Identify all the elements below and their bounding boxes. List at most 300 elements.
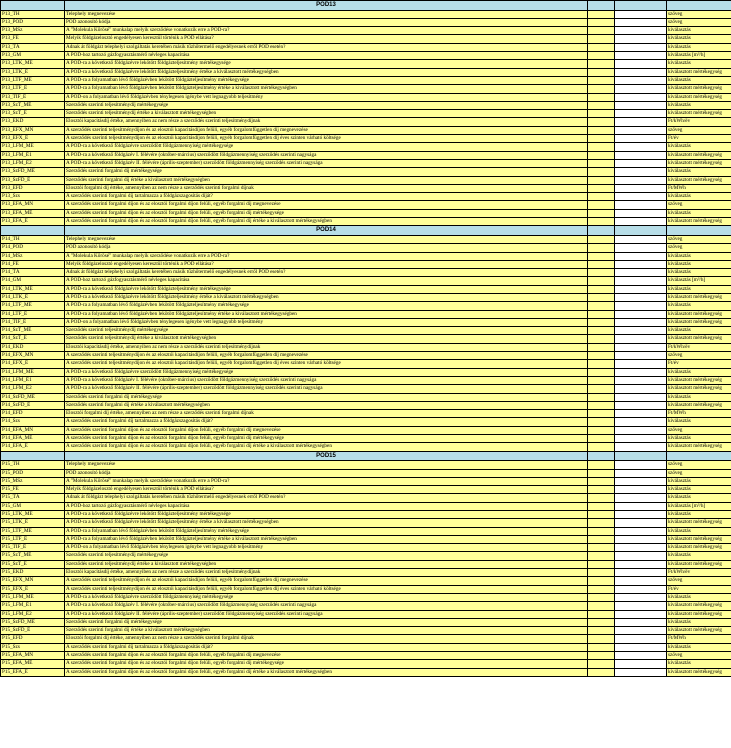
value-cell[interactable] [588,660,615,668]
field-description: A szerződés szerinti forgalmi díj tartalmazza a földgázszagosítás díját? [65,418,588,426]
table-row [1,502,731,510]
field-type: kiválasztott mértékegység [667,602,731,610]
input-cell[interactable] [615,602,667,610]
input-cell[interactable] [615,418,667,426]
value-cell[interactable] [588,93,615,101]
field-description: Elosztói forgalmi díj értéke, amennyiben az nem része a szerződés szerinti forgalmi díjnak [65,635,588,643]
table-row [1,27,731,35]
table-row [1,235,731,243]
value-cell[interactable] [588,209,615,217]
field-code: P15_TIF_É [1,544,65,552]
value-cell[interactable] [588,335,615,343]
value-cell[interactable] [588,652,615,660]
header-cell[interactable] [1,1,65,11]
table-row [1,277,731,285]
header-cell[interactable] [1,226,65,236]
value-cell[interactable] [588,252,615,260]
value-cell[interactable] [588,68,615,76]
field-type: Ft/kWh/év [667,343,731,351]
table-row [1,201,731,209]
field-type: kiválasztás [667,552,731,560]
value-cell[interactable] [588,159,615,167]
value-cell[interactable] [588,277,615,285]
field-type: kiválasztott mértékegység [667,376,731,384]
value-cell[interactable] [588,35,615,43]
field-type: kiválasztás [667,101,731,109]
value-cell[interactable] [588,401,615,409]
input-cell[interactable] [615,135,667,143]
header-cell[interactable] [667,226,731,236]
value-cell[interactable] [588,519,615,527]
input-cell[interactable] [615,461,667,469]
field-type: kiválasztás [667,660,731,668]
input-cell[interactable] [615,502,667,510]
field-code: P13_EFA_MÉ [1,209,65,217]
value-cell[interactable] [588,511,615,519]
table-row [1,52,731,60]
field-type: kiválasztás [667,60,731,68]
input-cell[interactable] [615,310,667,318]
value-cell[interactable] [588,85,615,93]
field-type: kiválasztás [667,269,731,277]
field-description: A "Molekula Kőrösé" munkalap melyik szerződése vonatkozik erre a POD-ra? [65,477,588,485]
field-type: kiválasztás [667,252,731,260]
field-code: P13_EFX_É [1,135,65,143]
section-header-row [1,1,731,11]
table-row [1,159,731,167]
field-code: P15_SzFD_MÉ [1,618,65,626]
input-cell[interactable] [615,235,667,243]
section-title: POD15 [65,451,588,461]
field-description: Szerződés szerinti teljesítménydíj értéke a kiválasztott mértékegységben [65,560,588,568]
value-cell[interactable] [588,184,615,192]
value-cell[interactable] [588,477,615,485]
input-cell[interactable] [615,552,667,560]
input-cell[interactable] [615,610,667,618]
field-type: kiválasztás [667,168,731,176]
value-cell[interactable] [588,577,615,585]
table-row [1,494,731,502]
field-code: P14_EKD [1,343,65,351]
input-cell[interactable] [615,385,667,393]
field-type: kiválasztás [667,209,731,217]
value-cell[interactable] [588,461,615,469]
field-description: A POD-ra a folyamatban lévő földgázévben lekötött földgázteljesítmény értéke a kiválasztott mértékegységben [65,310,588,318]
value-cell[interactable] [588,602,615,610]
table-row [1,511,731,519]
value-cell[interactable] [588,393,615,401]
header-cell[interactable] [588,1,615,11]
table-row [1,376,731,384]
input-cell[interactable] [615,477,667,485]
table-row [1,335,731,343]
table-row [1,469,731,477]
input-cell[interactable] [615,218,667,226]
field-description: A POD-ra a folyamatban lévő földgázévben lekötött földgázteljesítmény értéke a kiválasztott mértékegységben [65,85,588,93]
input-cell[interactable] [615,585,667,593]
field-description: A POD-ra a következő földgázév I. félévére (október-március) szerződött földgázmennyiség szerződés szerinti nagysága [65,376,588,384]
value-cell[interactable] [588,443,615,451]
value-cell[interactable] [588,310,615,318]
input-cell[interactable] [615,511,667,519]
field-type: kiválasztott mértékegység [667,85,731,93]
field-type: szöveg [667,244,731,252]
table-row [1,68,731,76]
field-code: P14_TÁ [1,269,65,277]
value-cell[interactable] [588,244,615,252]
field-description: Elosztói forgalmi díj értéke, amennyiben az nem része a szerződés szerinti forgalmi díjnak [65,410,588,418]
field-code: P13_LTK_MÉ [1,60,65,68]
field-code: P15_POD [1,469,65,477]
input-cell[interactable] [615,660,667,668]
value-cell[interactable] [588,418,615,426]
table-row [1,477,731,485]
value-cell[interactable] [588,43,615,51]
field-type: kiválasztás [m³/h] [667,502,731,510]
input-cell[interactable] [615,27,667,35]
field-description: A POD-ra a következő földgázévre lekötött földgázteljesítmény mértékegysége [65,60,588,68]
value-cell[interactable] [588,618,615,626]
input-cell[interactable] [615,618,667,626]
input-cell[interactable] [615,401,667,409]
value-cell[interactable] [588,385,615,393]
input-cell[interactable] [615,560,667,568]
field-description: A POD-hoz tartozó gázfogyasztásmérő névleges kapacitása [65,502,588,510]
table-row [1,368,731,376]
table-row [1,360,731,368]
header-cell[interactable] [667,1,731,11]
table-row [1,343,731,351]
value-cell[interactable] [588,168,615,176]
field-description: Szerződés szerinti teljesítménydíj értéke a kiválasztott mértékegységben [65,335,588,343]
field-type: Ft/MWh [667,184,731,192]
input-cell[interactable] [615,184,667,192]
field-description: A szerződés szerinti forgalmi díjon és az elosztói forgalmi díjon felüli, egyéb forgalmi díj mértékegysége [65,435,588,443]
value-cell[interactable] [588,343,615,351]
header-cell[interactable] [588,451,615,461]
field-description: A POD-ra a következő földgázévre lekötött földgázteljesítmény értéke a kiválasztott mértékegységben [65,293,588,301]
field-code: P13_GM [1,52,65,60]
input-cell[interactable] [615,110,667,118]
value-cell[interactable] [588,10,615,18]
input-cell[interactable] [615,544,667,552]
input-cell[interactable] [615,435,667,443]
value-cell[interactable] [588,52,615,60]
value-cell[interactable] [588,527,615,535]
field-type: kiválasztás [667,76,731,84]
input-cell[interactable] [615,252,667,260]
header-cell[interactable] [615,451,667,461]
input-cell[interactable] [615,18,667,26]
input-cell[interactable] [615,469,667,477]
input-cell[interactable] [615,443,667,451]
field-code: P13_LTF_MÉ [1,76,65,84]
value-cell[interactable] [588,18,615,26]
input-cell[interactable] [615,52,667,60]
table-row [1,610,731,618]
input-cell[interactable] [615,393,667,401]
input-cell[interactable] [615,260,667,268]
value-cell[interactable] [588,193,615,201]
input-cell[interactable] [615,426,667,434]
value-cell[interactable] [588,494,615,502]
field-description: Melyik földgázelosztó engedélyesen keresztül történik a POD ellátása? [65,35,588,43]
value-cell[interactable] [588,635,615,643]
field-code: P14_LTK_É [1,293,65,301]
value-cell[interactable] [588,260,615,268]
input-cell[interactable] [615,76,667,84]
field-code: P15_LFM_MÉ [1,593,65,601]
input-cell[interactable] [615,101,667,109]
input-cell[interactable] [615,85,667,93]
table-row [1,168,731,176]
field-description: A POD-hoz tartozó gázfogyasztásmérő névleges kapacitása [65,277,588,285]
table-row [1,352,731,360]
input-cell[interactable] [615,360,667,368]
value-cell[interactable] [588,610,615,618]
value-cell[interactable] [588,376,615,384]
value-cell[interactable] [588,302,615,310]
value-cell[interactable] [588,544,615,552]
field-type: kiválasztott mértékegység [667,668,731,676]
field-code: P15_LFM_É1 [1,602,65,610]
input-cell[interactable] [615,519,667,527]
input-cell[interactable] [615,151,667,159]
value-cell[interactable] [588,101,615,109]
input-cell[interactable] [615,159,667,167]
value-cell[interactable] [588,360,615,368]
header-cell[interactable] [615,1,667,11]
field-code: P15_SzT_É [1,560,65,568]
field-description: Telephely megnevezése [65,461,588,469]
table-row [1,318,731,326]
field-type: kiválasztás [667,593,731,601]
input-cell[interactable] [615,302,667,310]
input-cell[interactable] [615,118,667,126]
value-cell[interactable] [588,135,615,143]
field-description: A POD-ra a következő földgázévre lekötött földgázteljesítmény értéke a kiválasztott mértékegységben [65,519,588,527]
input-cell[interactable] [615,343,667,351]
field-code: P13_LFM_MÉ [1,143,65,151]
field-code: P14_SzFD_É [1,401,65,409]
value-cell[interactable] [588,410,615,418]
input-cell[interactable] [615,293,667,301]
input-cell[interactable] [615,486,667,494]
field-type: Ft/év [667,585,731,593]
field-type: Ft/év [667,135,731,143]
value-cell[interactable] [588,126,615,134]
field-type: kiválasztás [667,393,731,401]
value-cell[interactable] [588,593,615,601]
field-code: P15_EFA_É [1,668,65,676]
input-cell[interactable] [615,569,667,577]
field-code: P13_FE [1,35,65,43]
field-description: A POD-ra a következő földgázév II. félévére (április-szeptember) szerződött földgázmennyiség szerződés szerinti nagysága [65,385,588,393]
value-cell[interactable] [588,110,615,118]
field-type: szöveg [667,652,731,660]
table-row [1,519,731,527]
value-cell[interactable] [588,60,615,68]
value-cell[interactable] [588,585,615,593]
input-cell[interactable] [615,527,667,535]
value-cell[interactable] [588,643,615,651]
input-cell[interactable] [615,68,667,76]
field-description: A szerződés szerinti forgalmi díjon és az elosztói forgalmi díjon felüli, egyéb forgalmi díj megnevezése [65,201,588,209]
input-cell[interactable] [615,368,667,376]
input-cell[interactable] [615,494,667,502]
value-cell[interactable] [588,235,615,243]
input-cell[interactable] [615,410,667,418]
input-cell[interactable] [615,535,667,543]
field-type: kiválasztás [667,477,731,485]
value-cell[interactable] [588,151,615,159]
value-cell[interactable] [588,285,615,293]
input-cell[interactable] [615,652,667,660]
value-cell[interactable] [588,352,615,360]
input-cell[interactable] [615,143,667,151]
field-description: Szerződés szerinti forgalmi díj mértékegysége [65,393,588,401]
input-cell[interactable] [615,635,667,643]
value-cell[interactable] [588,668,615,676]
field-code: P13_SzFD_É [1,176,65,184]
input-cell[interactable] [615,193,667,201]
field-code: P14_EFD [1,410,65,418]
input-cell[interactable] [615,43,667,51]
field-type: szöveg [667,461,731,469]
input-cell[interactable] [615,327,667,335]
value-cell[interactable] [588,368,615,376]
field-description: A POD-ra a következő földgázévre szerződött földgázmennyiség mértékegysége [65,143,588,151]
field-type: kiválasztás [667,511,731,519]
input-cell[interactable] [615,60,667,68]
field-type: kiválasztott mértékegység [667,401,731,409]
field-code: P13_TIF_É [1,93,65,101]
value-cell[interactable] [588,218,615,226]
field-description: Telephely megnevezése [65,235,588,243]
table-row [1,486,731,494]
input-cell[interactable] [615,627,667,635]
field-code: P13_POD [1,18,65,26]
value-cell[interactable] [588,486,615,494]
input-cell[interactable] [615,244,667,252]
input-cell[interactable] [615,201,667,209]
table-row [1,101,731,109]
value-cell[interactable] [588,269,615,277]
table-row [1,60,731,68]
value-cell[interactable] [588,293,615,301]
value-cell[interactable] [588,176,615,184]
input-cell[interactable] [615,352,667,360]
field-code: P13_EFD [1,184,65,192]
table-row [1,410,731,418]
field-code: P13_Szs [1,193,65,201]
header-cell[interactable] [588,226,615,236]
header-cell[interactable] [667,451,731,461]
field-type: Ft/kWh/év [667,569,731,577]
table-row [1,385,731,393]
table-row [1,401,731,409]
field-type: kiválasztás [667,327,731,335]
field-description: A POD-ra a folyamatban lévő földgázévben lekötött földgázteljesítmény mértékegysége [65,302,588,310]
field-description: A szerződés szerinti teljesítménydíjon és az elosztói kapacitásdíjon felüli, egyéb forgalomfüggetlen díj megnevezése [65,126,588,134]
field-type: kiválasztás [667,27,731,35]
value-cell[interactable] [588,143,615,151]
value-cell[interactable] [588,627,615,635]
field-code: P14_EFA_MN [1,426,65,434]
table-row [1,43,731,51]
input-cell[interactable] [615,593,667,601]
header-cell[interactable] [1,451,65,461]
input-cell[interactable] [615,668,667,676]
input-cell[interactable] [615,643,667,651]
value-cell[interactable] [588,426,615,434]
value-cell[interactable] [588,318,615,326]
value-cell[interactable] [588,552,615,560]
field-code: P13_SzT_MÉ [1,101,65,109]
table-row [1,76,731,84]
field-description: A szerződés szerinti teljesítménydíjon és az elosztói kapacitásdíjon felüli, egyéb forgalomfüggetlen díj éves szinten várható költsége [65,360,588,368]
value-cell[interactable] [588,76,615,84]
value-cell[interactable] [588,118,615,126]
input-cell[interactable] [615,335,667,343]
table-row [1,627,731,635]
field-description: A POD-hoz tartozó gázfogyasztásmérő névleges kapacitása [65,52,588,60]
header-cell[interactable] [615,226,667,236]
input-cell[interactable] [615,126,667,134]
input-cell[interactable] [615,168,667,176]
value-cell[interactable] [588,535,615,543]
input-cell[interactable] [615,577,667,585]
field-code: P14_LTK_MÉ [1,285,65,293]
field-code: P13_LFM_É1 [1,151,65,159]
field-description: A POD-ra a folyamatban lévő földgázévben lekötött földgázteljesítmény mértékegysége [65,76,588,84]
value-cell[interactable] [588,435,615,443]
value-cell[interactable] [588,469,615,477]
input-cell[interactable] [615,35,667,43]
input-cell[interactable] [615,285,667,293]
field-description: Adnak át földgázt telephelyi szolgáltatás keretében másik tűzhőtermelő engedélyesnek erről POD esetén? [65,269,588,277]
value-cell[interactable] [588,201,615,209]
value-cell[interactable] [588,502,615,510]
input-cell[interactable] [615,376,667,384]
value-cell[interactable] [588,569,615,577]
field-description: A szerződés szerinti forgalmi díjon és az elosztói forgalmi díjon felüli, egyéb forgalmi díj megnevezése [65,652,588,660]
table-row [1,310,731,318]
input-cell[interactable] [615,269,667,277]
table-row [1,209,731,217]
value-cell[interactable] [588,327,615,335]
input-cell[interactable] [615,93,667,101]
field-description: A POD-ra a következő földgázév II. félévére (április-szeptember) szerződött földgázmennyiség szerződés szerinti nagysága [65,159,588,167]
input-cell[interactable] [615,176,667,184]
input-cell[interactable] [615,277,667,285]
input-cell[interactable] [615,318,667,326]
input-cell[interactable] [615,209,667,217]
field-code: P14_LFM_MÉ [1,368,65,376]
table-row [1,426,731,434]
field-type: kiválasztott mértékegység [667,293,731,301]
table-row [1,560,731,568]
value-cell[interactable] [588,27,615,35]
field-type: kiválasztott mértékegység [667,385,731,393]
field-code: P15_SzFD_É [1,627,65,635]
table-row [1,85,731,93]
value-cell[interactable] [588,560,615,568]
field-description: Szerződés szerinti forgalmi díj mértékegysége [65,618,588,626]
field-description: Telephely megnevezése [65,10,588,18]
input-cell[interactable] [615,10,667,18]
section-title: POD13 [65,1,588,11]
